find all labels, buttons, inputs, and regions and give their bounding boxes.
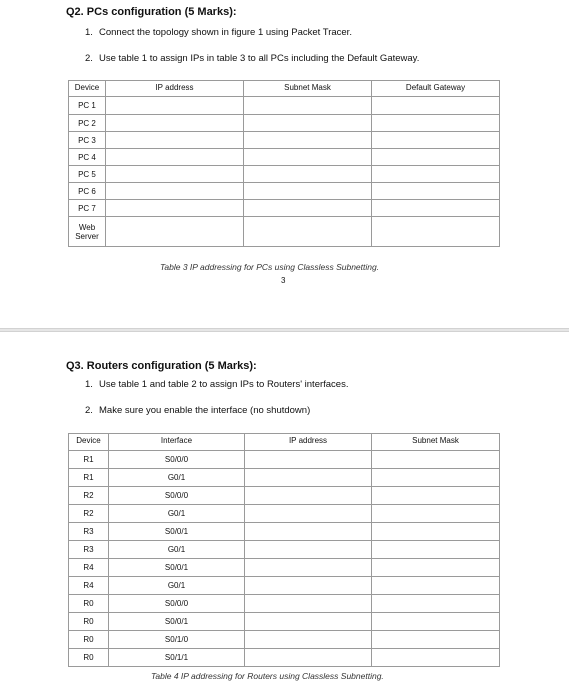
q3-step-1-number: 1.	[85, 379, 93, 390]
table-row	[69, 97, 500, 115]
pc-table-ip-cell	[106, 115, 244, 132]
router-ip-table	[68, 433, 500, 667]
router-table-interface: S0/0/1	[109, 613, 245, 631]
pc-table-mask-cell	[244, 149, 372, 166]
table-row	[69, 451, 500, 469]
table-row	[69, 505, 500, 523]
table-row	[69, 613, 500, 631]
pc-table-header-ip: IP address	[106, 81, 244, 97]
pc-table-ip-cell	[106, 183, 244, 200]
q3-step-2-number: 2.	[85, 405, 93, 416]
pc-table-gateway-cell	[372, 183, 500, 200]
table-row	[69, 649, 500, 667]
router-table-device: R0	[69, 595, 109, 613]
router-table-header-mask: Subnet Mask	[372, 434, 500, 451]
pc-table-device: PC 5	[69, 166, 106, 183]
pc-table-gateway-cell	[372, 115, 500, 132]
pc-table-mask-cell	[244, 97, 372, 115]
pc-table-caption: Table 3 IP addressing for PCs using Classless Subnetting.	[160, 262, 380, 272]
router-table-ip-cell	[245, 487, 372, 505]
q2-step-2-number: 2.	[85, 53, 93, 64]
table-row	[69, 559, 500, 577]
table-row	[69, 166, 500, 183]
router-table-ip-cell	[245, 649, 372, 667]
table-row	[69, 132, 500, 149]
router-table-interface: G0/1	[109, 541, 245, 559]
router-table-mask-cell	[372, 559, 500, 577]
router-table-interface: S0/0/1	[109, 559, 245, 577]
router-table-interface: S0/0/0	[109, 451, 245, 469]
q3-step-2	[85, 405, 310, 416]
router-table-mask-cell	[372, 541, 500, 559]
router-table-device: R2	[69, 505, 109, 523]
page-q2	[0, 0, 569, 328]
router-table-ip-cell	[245, 541, 372, 559]
router-table-interface: S0/0/0	[109, 595, 245, 613]
pc-table-mask-cell	[244, 166, 372, 183]
q2-step-1-number: 1.	[85, 27, 93, 38]
pc-table-gateway-cell	[372, 149, 500, 166]
router-table-device: R0	[69, 613, 109, 631]
router-table-device: R1	[69, 469, 109, 487]
router-table-device: R2	[69, 487, 109, 505]
router-table-ip-cell	[245, 505, 372, 523]
router-table-device: R4	[69, 577, 109, 595]
router-table-mask-cell	[372, 577, 500, 595]
table-row	[69, 595, 500, 613]
pc-table-ip-cell	[106, 132, 244, 149]
router-table-interface: S0/1/1	[109, 649, 245, 667]
pc-table-ip-cell	[106, 166, 244, 183]
pc-ip-table	[68, 80, 500, 247]
router-table-ip-cell	[245, 631, 372, 649]
router-table-header-row	[69, 434, 500, 451]
router-table-interface: S0/1/0	[109, 631, 245, 649]
table-row	[69, 217, 500, 247]
q2-step-1-text: Connect the topology shown in figure 1 using Packet Tracer.	[99, 27, 352, 38]
router-table-interface: S0/0/0	[109, 487, 245, 505]
router-table-device: R3	[69, 523, 109, 541]
router-table-device: R0	[69, 631, 109, 649]
q3-step-2-text: Make sure you enable the interface (no shutdown)	[99, 405, 311, 416]
pc-table-gateway-cell	[372, 217, 500, 247]
router-table-ip-cell	[245, 523, 372, 541]
q3-step-1-text: Use table 1 and table 2 to assign IPs to Routers' interfaces.	[99, 379, 349, 390]
router-table-caption: Table 4 IP addressing for Routers using Classless Subnetting.	[151, 671, 384, 681]
pc-table-mask-cell	[244, 217, 372, 247]
q2-step-2-text: Use table 1 to assign IPs in table 3 to all PCs including the Default Gateway.	[99, 53, 420, 64]
pc-table-ip-cell	[106, 200, 244, 217]
router-table-interface: G0/1	[109, 505, 245, 523]
router-table-mask-cell	[372, 613, 500, 631]
pc-table-device: Web Server	[69, 217, 106, 247]
router-table-interface: G0/1	[109, 577, 245, 595]
router-table-header-ip: IP address	[245, 434, 372, 451]
table-row	[69, 115, 500, 132]
pc-table-device: PC 7	[69, 200, 106, 217]
pc-table-mask-cell	[244, 200, 372, 217]
pc-table-header-row	[69, 81, 500, 97]
pc-table-device: PC 1	[69, 97, 106, 115]
router-table-ip-cell	[245, 559, 372, 577]
q2-step-1	[85, 27, 352, 38]
pc-table-device: PC 4	[69, 149, 106, 166]
page-q3	[0, 332, 569, 700]
router-table-mask-cell	[372, 469, 500, 487]
router-table-mask-cell	[372, 649, 500, 667]
router-table-mask-cell	[372, 451, 500, 469]
pc-table-device: PC 2	[69, 115, 106, 132]
pc-table-header-mask: Subnet Mask	[244, 81, 372, 97]
router-table-mask-cell	[372, 505, 500, 523]
table-row	[69, 183, 500, 200]
q3-heading: Q3. Routers configuration (5 Marks):	[66, 360, 257, 372]
pc-table-gateway-cell	[372, 97, 500, 115]
router-table-ip-cell	[245, 595, 372, 613]
pc-table-device: PC 3	[69, 132, 106, 149]
pc-table-ip-cell	[106, 97, 244, 115]
router-table-mask-cell	[372, 523, 500, 541]
pc-table-ip-cell	[106, 217, 244, 247]
table-row	[69, 577, 500, 595]
page-number: 3	[281, 276, 286, 285]
router-table-header-interface: Interface	[109, 434, 245, 451]
pc-table-mask-cell	[244, 132, 372, 149]
router-table-device: R0	[69, 649, 109, 667]
router-table-ip-cell	[245, 469, 372, 487]
router-table-interface: G0/1	[109, 469, 245, 487]
pc-table-mask-cell	[244, 115, 372, 132]
q2-heading: Q2. PCs configuration (5 Marks):	[66, 6, 237, 18]
pc-table-gateway-cell	[372, 200, 500, 217]
router-table-device: R4	[69, 559, 109, 577]
pc-table-gateway-cell	[372, 166, 500, 183]
q2-step-2	[85, 53, 419, 64]
table-row	[69, 149, 500, 166]
table-row	[69, 469, 500, 487]
router-table-ip-cell	[245, 577, 372, 595]
router-table-mask-cell	[372, 595, 500, 613]
table-row	[69, 541, 500, 559]
router-table-device: R3	[69, 541, 109, 559]
router-table-header-device: Device	[69, 434, 109, 451]
router-table-mask-cell	[372, 631, 500, 649]
pc-table-header-device: Device	[69, 81, 106, 97]
router-table-ip-cell	[245, 613, 372, 631]
table-row	[69, 631, 500, 649]
table-row	[69, 487, 500, 505]
router-table-interface: S0/0/1	[109, 523, 245, 541]
q3-step-1	[85, 379, 348, 390]
pc-table-gateway-cell	[372, 132, 500, 149]
table-row	[69, 200, 500, 217]
router-table-device: R1	[69, 451, 109, 469]
pc-table-header-gateway: Default Gateway	[372, 81, 500, 97]
router-table-ip-cell	[245, 451, 372, 469]
pc-table-ip-cell	[106, 149, 244, 166]
pc-table-mask-cell	[244, 183, 372, 200]
table-row	[69, 523, 500, 541]
router-table-mask-cell	[372, 487, 500, 505]
pc-table-device: PC 6	[69, 183, 106, 200]
